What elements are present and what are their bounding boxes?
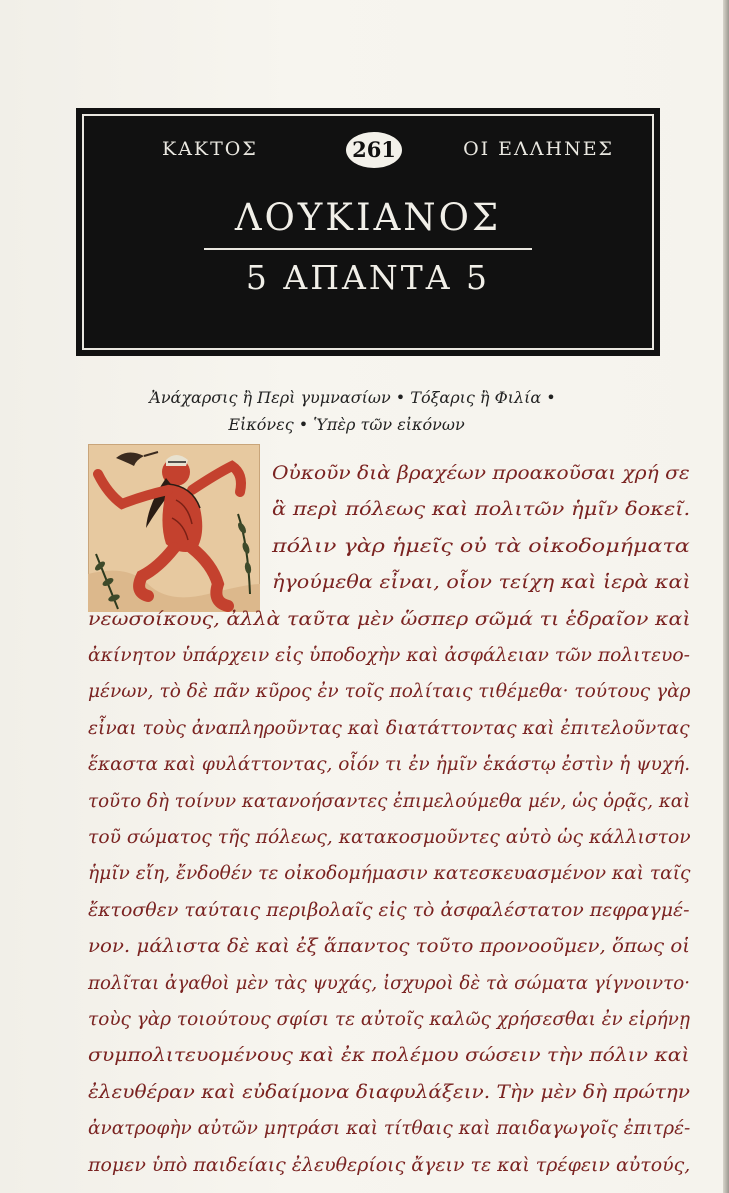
excerpt-line: συμπολιτευομένους καὶ ἐκ πολέμου σώσειν τὴν πόλιν καὶ	[88, 1044, 690, 1067]
series-collection: ΟΙ ΕΛΛΗΝΕΣ	[463, 138, 614, 160]
excerpt-line: ἀκίνητον ὑπάρχειν εἰς ὑποδοχὴν καὶ ἀσφάλειαν τῶν πολιτευο-	[88, 644, 690, 666]
excerpt-line: τοῦ σώματος τῆς πόλεως, κατακοσμοῦντες αὐτὸ ὡς κάλλιστον	[88, 826, 691, 848]
excerpt-line: μένων, τὸ δὲ πᾶν κῦρος ἐν τοῖς πολίταις τιθέμεθα· τούτους γὰρ	[88, 680, 691, 703]
excerpt-line: τοῦτο δὴ τοίνυν κατανοήσαντες ἐπιμελούμεθα μέν, ὡς ὁρᾷς, καὶ	[88, 789, 691, 812]
excerpt-line: ἔκτοσθεν ταύταις περιβολαῖς εἰς τὸ ἀσφαλέστατον πεφραγμέ-	[88, 898, 690, 921]
banner-frame	[82, 114, 654, 350]
excerpt-line: ἐλευθέραν καὶ εὐδαίμονα διαφυλάξειν. Τὴν μὲν δὴ πρώτην	[88, 1080, 691, 1103]
excerpt-line: Οὐκοῦν διὰ βραχέων προακοῦσαι χρή σε	[272, 462, 690, 484]
works-line-2: Εἰκόνες • Ὑπὲρ τῶν εἰκόνων	[228, 415, 465, 434]
greek-vase-figure-icon	[88, 444, 260, 612]
author-name: ΛΟΥΚΙΑΝΟΣ	[234, 196, 502, 239]
title-banner	[76, 108, 660, 356]
page-edge	[723, 0, 729, 1193]
excerpt-line: πολῖται ἀγαθοὶ μὲν τὰς ψυχάς, ἰσχυροὶ δὲ τὰ σώματα γίγνοιντο·	[88, 971, 691, 994]
excerpt-line: πόλιν γὰρ ἡμεῖς οὐ τὰ οἰκοδομήματα	[272, 534, 690, 557]
excerpt-line: ἃ περὶ πόλεως καὶ πολιτῶν ἡμῖν δοκεῖ.	[272, 498, 691, 521]
series-number-badge: 261	[346, 132, 402, 168]
excerpt-line: ἡμῖν εἴη, ἔνδοθέν τε οἰκοδομήμασιν κατεσκευασμένον καὶ ταῖς	[88, 862, 691, 885]
excerpt-line: πομεν ὑπὸ παιδείαις ἐλευθερίοις ἄγειν τε καὶ τρέφειν αὐτούς,	[88, 1153, 691, 1176]
excerpt-line: ἡγούμεθα εἶναι, οἷον τείχη καὶ ἱερὰ καὶ	[272, 571, 691, 594]
title-divider	[204, 248, 532, 250]
series-name: ΚΑΚΤΟΣ	[162, 138, 258, 160]
excerpt-line: νεωσοίκους, ἀλλὰ ταῦτα μὲν ὥσπερ σῶμά τι ἑδραῖον καὶ	[88, 607, 691, 630]
excerpt-line: ἕκαστα καὶ φυλάττοντας, οἷόν τι ἐν ἡμῖν ἑκάστῳ ἐστὶν ἡ ψυχή.	[88, 753, 691, 776]
excerpt-line: εἶναι τοὺς ἀναπληροῦντας καὶ διατάττοντας καὶ ἐπιτελοῦντας	[88, 716, 690, 739]
volume-title: 5 ΑΠΑΝΤΑ 5	[245, 258, 491, 297]
excerpt-line: νον. μάλιστα δὲ καὶ ἐξ ἅπαντος τοῦτο προνοοῦμεν, ὅπως οἱ	[88, 935, 691, 958]
excerpt-line: ἀνατροφὴν αὐτῶν μητράσι καὶ τίτθαις καὶ παιδαγωγοῖς ἐπιτρέ-	[88, 1117, 691, 1140]
works-line-1: Ἀνάχαρσις ἢ Περὶ γυμνασίων • Τόξαρις ἢ Φιλία •	[149, 388, 556, 407]
excerpt-line: τοὺς γὰρ τοιούτους σφίσι τε αὐτοῖς καλῶς χρήσεσθαι ἐν εἰρήνῃ	[88, 1008, 690, 1030]
